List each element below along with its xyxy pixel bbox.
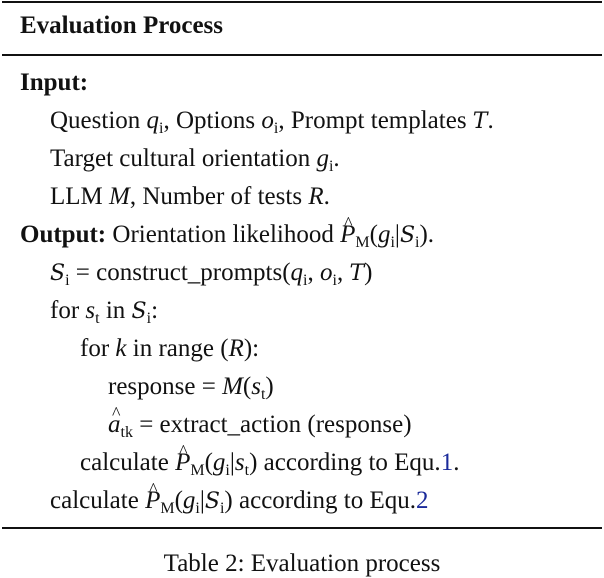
algorithm-line <box>108 372 274 402</box>
line-segment: = construct_prompts( <box>69 259 291 286</box>
line-segment: t <box>244 462 250 479</box>
line-segment: Question <box>50 107 147 134</box>
line-segment: | <box>229 449 235 476</box>
line-segment: ) <box>364 259 373 286</box>
equation-link[interactable]: 1 <box>440 449 454 476</box>
line-segment: ). <box>419 221 435 248</box>
line-segment: k <box>115 335 127 362</box>
line-segment: . <box>333 145 340 172</box>
line-segment: i <box>273 120 279 137</box>
algorithm-line <box>50 486 429 517</box>
line-segment: T <box>349 261 365 286</box>
line-segment: i <box>390 234 395 251</box>
title-rule <box>2 54 602 56</box>
line-segment: ) according to Equ. <box>249 449 441 476</box>
bottom-rule <box>2 527 602 529</box>
algorithm-line <box>50 182 330 212</box>
line-segment: ^ P <box>145 486 160 516</box>
equation-link[interactable]: 2 <box>416 487 429 514</box>
line-segment: response = <box>108 373 223 400</box>
line-segment: ^ P <box>175 448 190 478</box>
line-segment: i <box>225 462 230 479</box>
algorithm-line <box>80 448 459 478</box>
line-segment: ( <box>242 373 252 400</box>
line-segment: i <box>328 158 334 175</box>
line-segment: g <box>377 221 391 248</box>
line-segment: ( <box>204 449 213 476</box>
line-segment: ^ P <box>340 220 355 250</box>
algorithm-line <box>50 144 340 174</box>
line-segment: i <box>415 234 420 251</box>
line-segment: Input: <box>20 69 89 96</box>
line-segment: i <box>219 500 225 517</box>
line-segment: i <box>303 272 308 289</box>
algorithm-line <box>50 296 158 327</box>
line-segment: , Options <box>163 107 262 134</box>
line-segment: calculate <box>50 487 146 514</box>
line-segment: Output: <box>20 221 107 248</box>
algorithm-line <box>50 258 372 289</box>
line-segment: LLM <box>50 183 110 210</box>
line-segment: s <box>85 297 96 324</box>
line-segment: g <box>316 145 329 172</box>
algorithm-line <box>20 68 88 98</box>
line-segment: for <box>80 335 116 362</box>
line-segment: | <box>394 221 400 248</box>
line-segment: g <box>182 487 196 514</box>
line-segment: R <box>228 335 244 362</box>
line-segment: S <box>204 489 220 514</box>
top-rule <box>2 1 602 3</box>
line-segment: S <box>131 299 147 324</box>
line-segment: s <box>251 373 261 400</box>
algorithm-line <box>50 106 494 137</box>
line-segment: R <box>308 183 324 210</box>
line-segment: M <box>190 462 205 479</box>
line-segment: , <box>336 259 350 286</box>
line-segment: M <box>160 500 175 517</box>
line-segment: t <box>260 386 266 403</box>
line-segment: | <box>199 487 205 514</box>
line-segment: i <box>195 500 200 517</box>
line-segment: i <box>65 272 70 289</box>
line-segment: calculate <box>80 449 176 476</box>
algorithm-line <box>108 410 412 440</box>
table-caption: Table 2: Evaluation process <box>163 550 441 577</box>
line-segment: M <box>109 183 130 210</box>
line-segment: ^ a <box>108 410 121 440</box>
line-segment: ( <box>174 487 183 514</box>
line-segment: Target cultural orientation <box>50 145 317 172</box>
line-segment: q <box>146 107 160 134</box>
line-segment: Orientation likelihood <box>106 221 341 248</box>
line-segment: T <box>472 109 488 134</box>
line-segment: q <box>290 259 304 286</box>
line-segment: ) <box>265 373 274 400</box>
line-segment: tk <box>120 424 133 441</box>
line-segment: i <box>159 120 164 137</box>
line-segment: , Prompt templates <box>278 107 473 134</box>
algorithm-line <box>20 220 434 251</box>
line-segment: , <box>307 259 320 286</box>
line-segment: M <box>222 373 243 400</box>
line-segment: S <box>50 261 66 286</box>
line-segment: o <box>261 107 274 134</box>
line-segment: : <box>151 297 159 324</box>
line-segment: S <box>399 223 416 248</box>
line-segment: i <box>146 310 152 327</box>
algorithm-title: Evaluation Process <box>20 12 224 39</box>
line-segment: . <box>487 107 494 134</box>
algorithm-line <box>80 334 259 364</box>
line-segment: in range ( <box>126 335 229 362</box>
line-segment: . <box>323 183 330 210</box>
line-segment: s <box>234 449 245 476</box>
line-segment: g <box>212 449 226 476</box>
line-segment: ): <box>243 335 260 362</box>
line-segment: t <box>95 310 100 327</box>
line-segment: o <box>320 259 333 286</box>
line-segment: = extract_action (response) <box>132 411 412 438</box>
line-segment: i <box>332 272 337 289</box>
line-segment: ( <box>369 221 378 248</box>
line-segment: ) according to Equ. <box>224 487 417 514</box>
line-segment: . <box>453 449 460 476</box>
line-segment: for <box>50 297 86 324</box>
line-segment: in <box>99 297 132 324</box>
line-segment: , Number of tests <box>129 183 309 210</box>
line-segment: M <box>355 234 370 251</box>
